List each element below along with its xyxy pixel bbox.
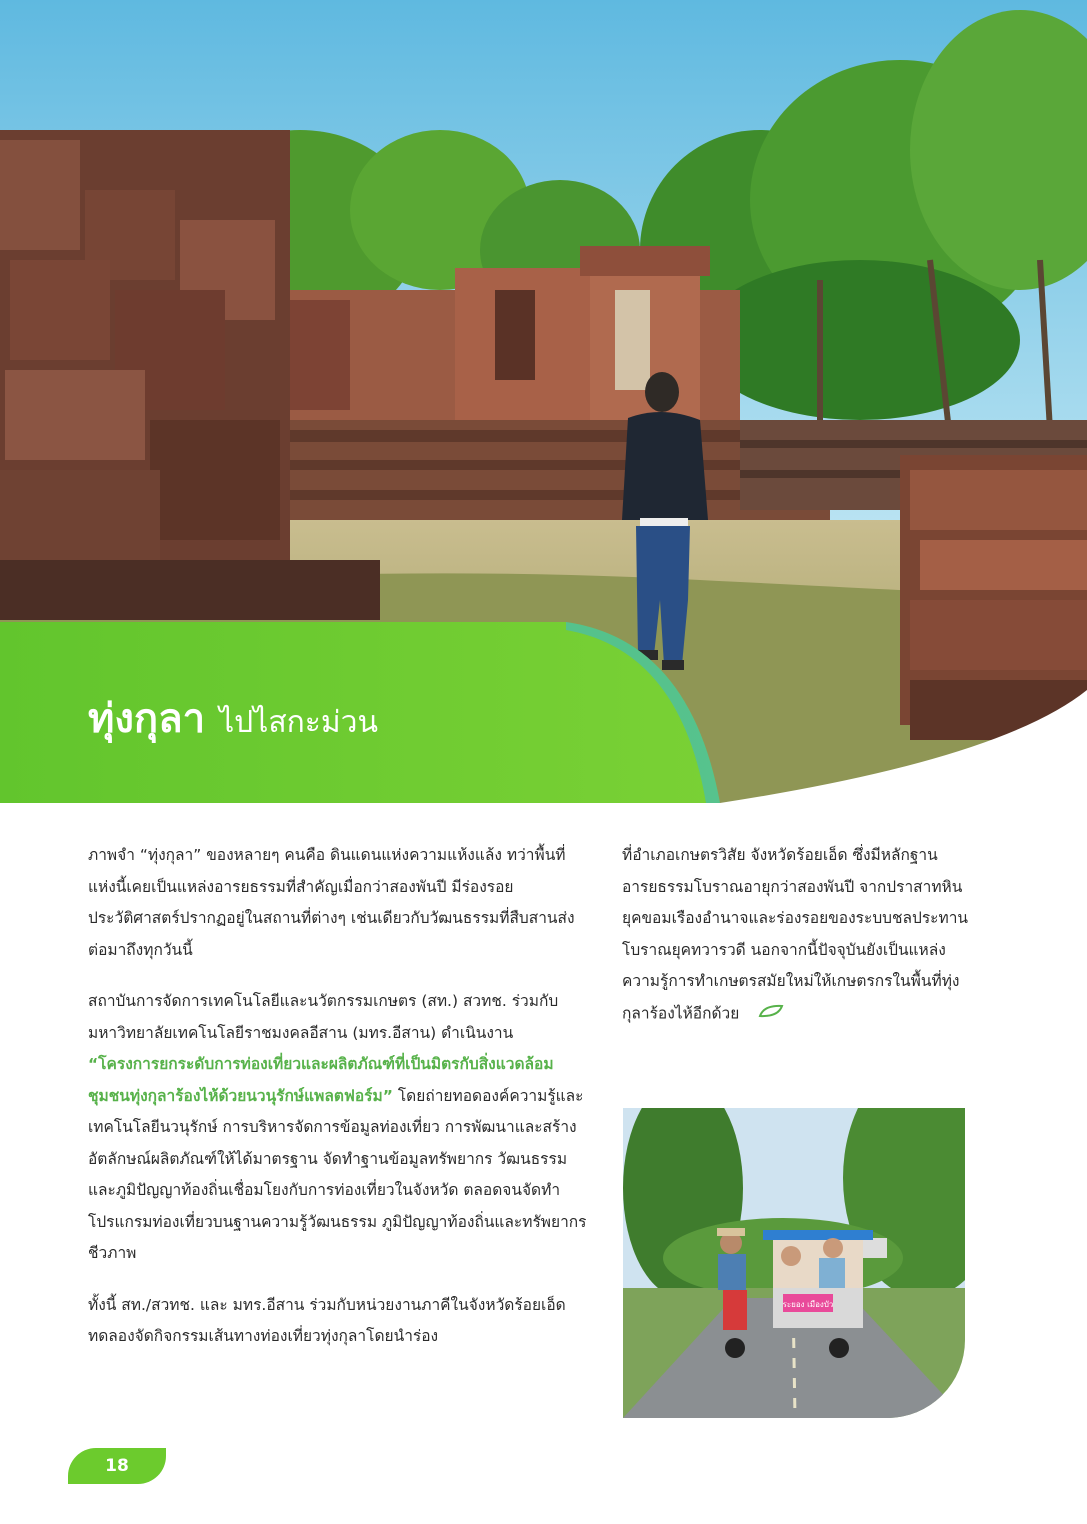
- page-title: [88, 686, 378, 750]
- right-column: [622, 840, 974, 1049]
- title-sub: ไปไสกะม่วน: [219, 705, 379, 740]
- left-column: [88, 840, 588, 1373]
- sidecar-sign-text: ระยอง เมืองบัว: [782, 1300, 834, 1309]
- right-block: [900, 455, 1087, 740]
- tricycle-photo: [623, 1108, 965, 1418]
- project-text-start: สถาบันการจัดการเทคโนโลยีและนวัตกรรมเกษตร (สท.) สวทช. ร่วมกับมหาวิทยาลัยเทคโนโลยีราชมงคลอีสาน (มทร.อีสาน) ดำเนินงาน: [88, 992, 559, 1042]
- paragraph-project: [88, 986, 588, 1270]
- project-name-highlight: “โครงการยกระดับการท่องเที่ยวและผลิตภัณฑ์ที่เป็นมิตรกับสิ่งแวดล้อมชุมชนทุ่งกุลาร้องไห้ด้วยนวนุรักษ์แพลตฟอร์ม”: [88, 1055, 554, 1105]
- leaf-icon: [758, 998, 784, 1030]
- project-text-end: โดยถ่ายทอดองค์ความรู้และเทคโนโลยีนวนุรักษ์ การบริหารจัดการข้อมูลท่องเที่ยว การพัฒนาและสร้างอัตลักษณ์ผลิตภัณฑ์ให้ได้มาตรฐาน จัดทำฐานข้อมูลทรัพยากร วัฒนธรรม และภูมิปัญญาท้องถิ่นเชื่อมโยงกับการท่องเที่ยวในจังหวัด ตลอดจนจัดทำโปรแกรมท่องเที่ยวบนฐานความรู้วัฒนธรรม ภูมิปัญญาท้องถิ่นและทรัพยากรชีวภาพ: [88, 1086, 587, 1262]
- page-number-badge: 18: [68, 1448, 166, 1484]
- title-main: ทุ่งกุลา: [88, 696, 206, 742]
- paragraph-intro: ภาพจำ “ทุ่งกุลา” ของหลายๆ คนคือ ดินแดนแห่งความแห้งแล้ง ทว่าพื้นที่แห่งนี้เคยเป็นแหล่งอารยธรรมที่สำคัญเมื่อกว่าสองพันปี มีร่องรอยประวัติศาสตร์ปรากฏอยู่ในสถานที่ต่างๆ เช่นเดียวกับวัฒนธรรมที่สืบสานส่งต่อมาถึงทุกวันนี้: [88, 846, 575, 959]
- paragraph-location: [622, 840, 974, 1029]
- tricycle-illustration: [623, 1108, 965, 1418]
- location-text: ที่อำเภอเกษตรวิสัย จังหวัดร้อยเอ็ด ซึ่งมีหลักฐานอารยธรรมโบราณอายุกว่าสองพันปี จากปราสาทหินยุคขอมเรืองอำนาจและร่องรอยของระบบชลประทานโบราณยุคทวารวดี นอกจากนี้ปัจจุบันยังเป็นแหล่งความรู้การทำเกษตรสมัยใหม่ให้เกษตรกรในพื้นที่ทุ่งกุลาร้องไห้อีกด้วย: [622, 846, 969, 1022]
- paragraph-pilot: ทั้งนี้ สท./สวทช. และ มทร.อีสาน ร่วมกับหน่วยงานภาคีในจังหวัดร้อยเอ็ด ทดลองจัดกิจกรรมเส้นทางท่องเที่ยวทุ่งกุลาโดยนำร่อง: [88, 1295, 566, 1345]
